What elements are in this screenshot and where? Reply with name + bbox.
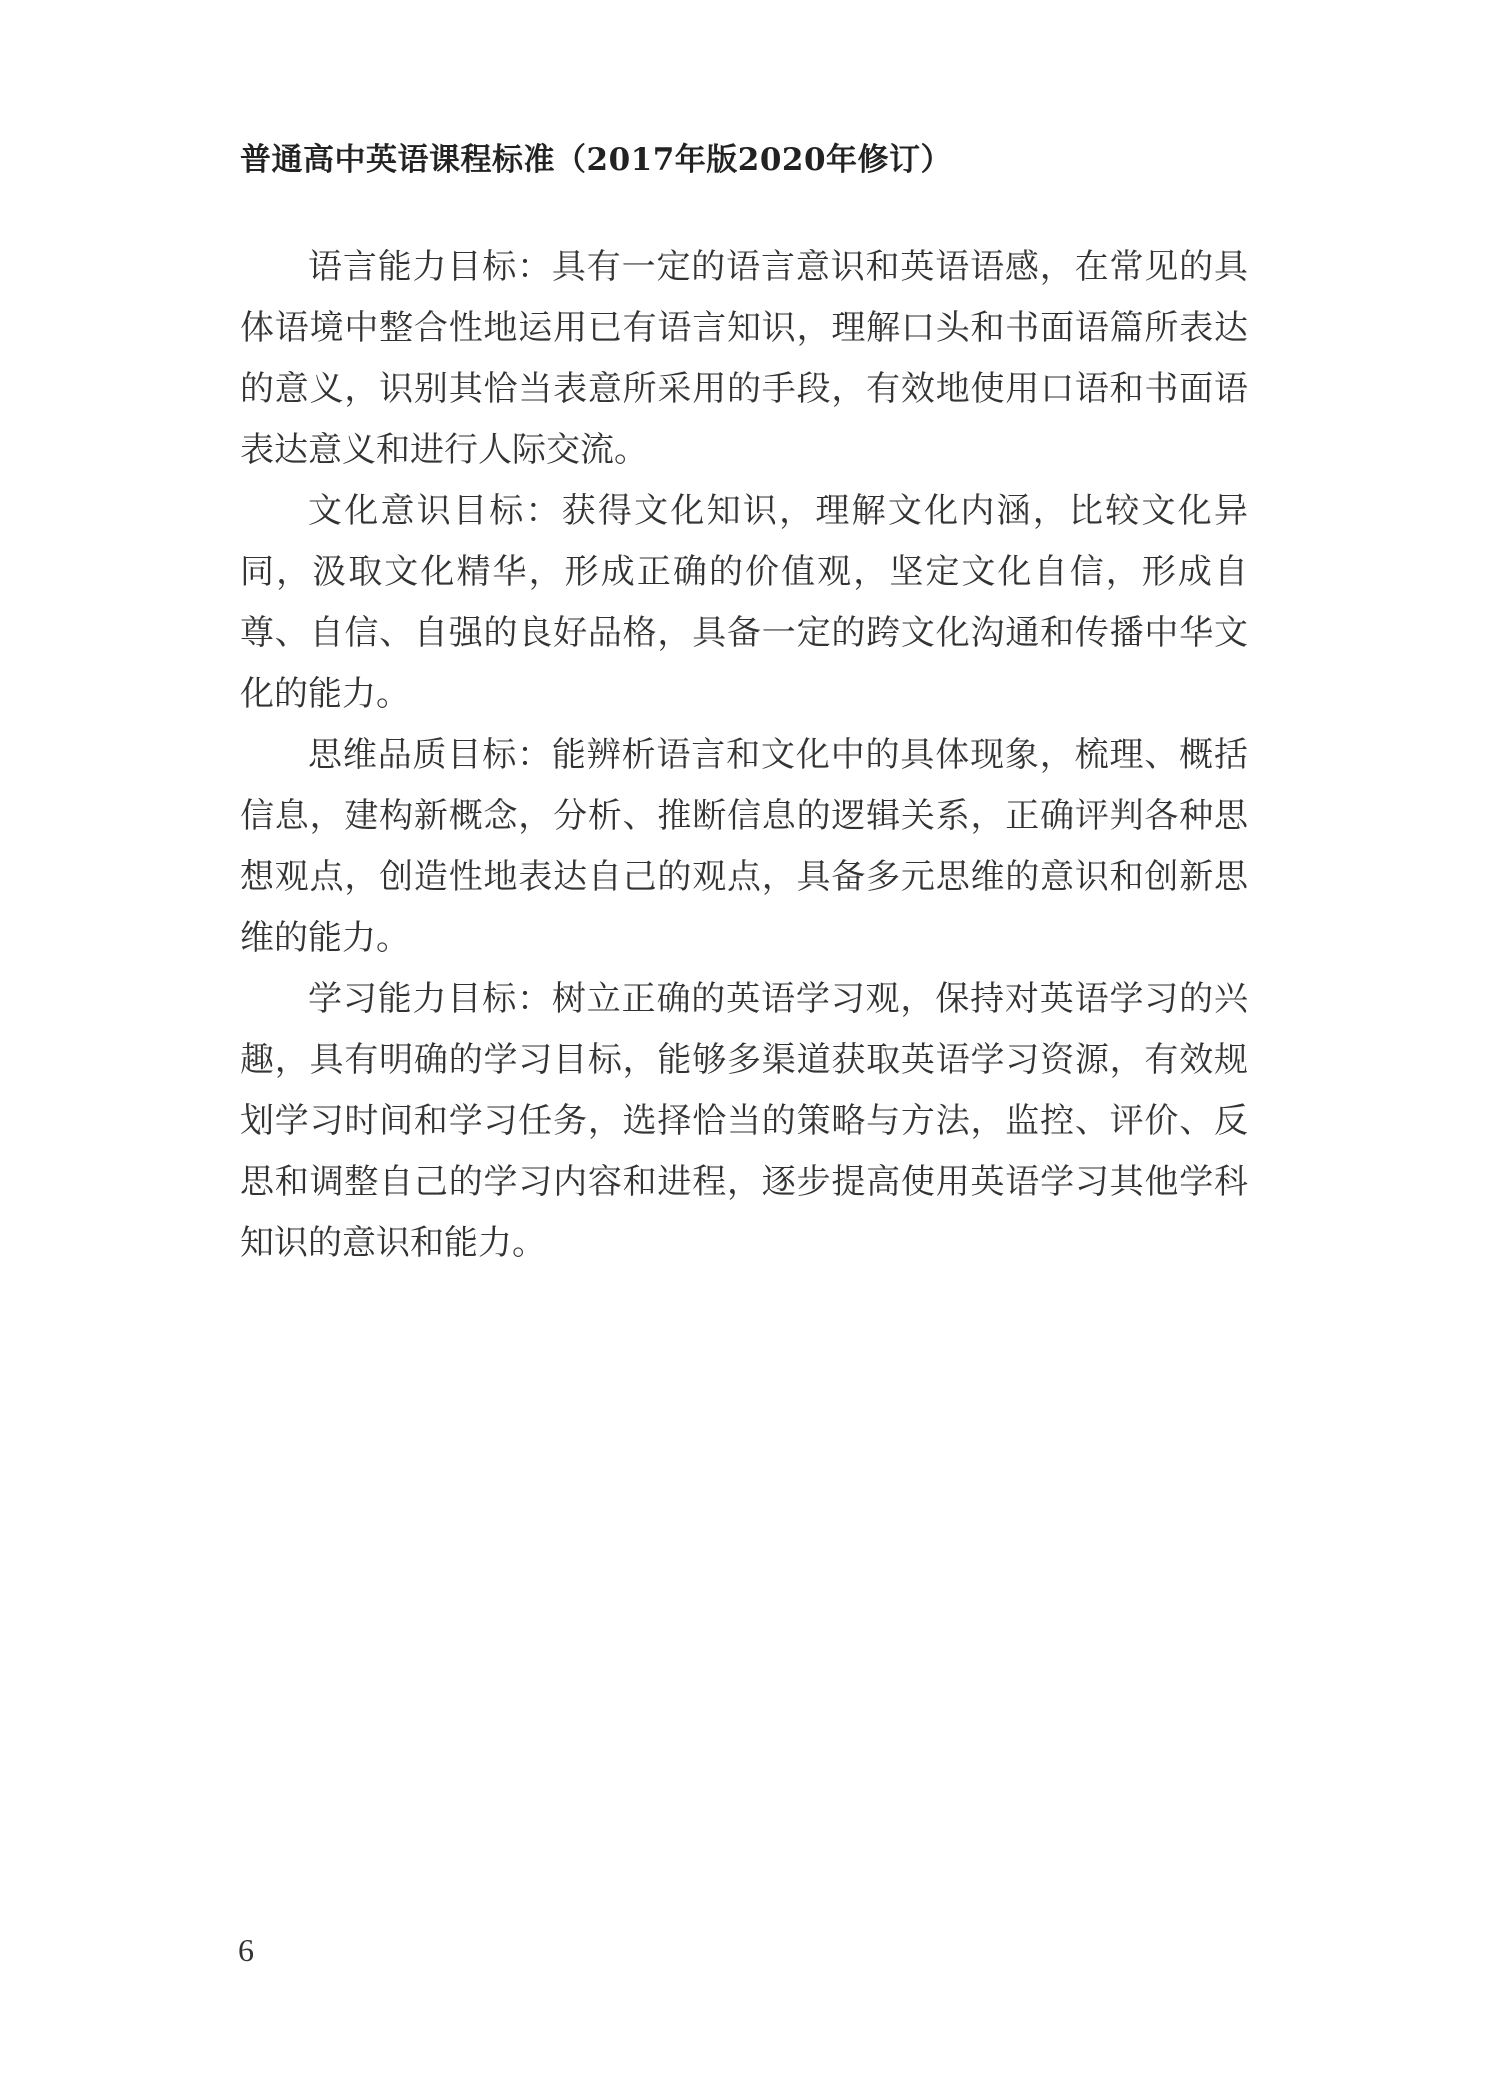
paragraph-cultural-awareness: 文化意识目标：获得文化知识，理解文化内涵，比较文化异同，汲取文化精华，形成正确的价值观，坚定文化自信，形成自尊、自信、自强的良好品格，具备一定的跨文化沟通和传播中华文化的能力。	[240, 491, 1248, 714]
paragraph-thinking-quality: 思维品质目标：能辨析语言和文化中的具体现象，梳理、概括信息，建构新概念，分析、推断信息的逻辑关系，正确评判各种思想观点，创造性地表达自己的观点，具备多元思维的意识和创新思维的能力。	[240, 735, 1248, 958]
running-header-title: 普通高中英语课程标准（2017年版2020年修订）	[240, 142, 953, 178]
paragraph-language-ability: 语言能力目标：具有一定的语言意识和英语语感，在常见的具体语境中整合性地运用已有语言知识，理解口头和书面语篇所表达的意义，识别其恰当表意所采用的手段，有效地使用口语和书面语表达意义和进行人际交流。	[240, 247, 1248, 470]
body-text	[240, 237, 1248, 1274]
page-number: 6	[238, 1932, 254, 1968]
paragraph-learning-ability: 学习能力目标：树立正确的英语学习观，保持对英语学习的兴趣，具有明确的学习目标，能够多渠道获取英语学习资源，有效规划学习时间和学习任务，选择恰当的策略与方法，监控、评价、反思和调整自己的学习内容和进程，逐步提高使用英语学习其他学科知识的意识和能力。	[240, 979, 1248, 1263]
